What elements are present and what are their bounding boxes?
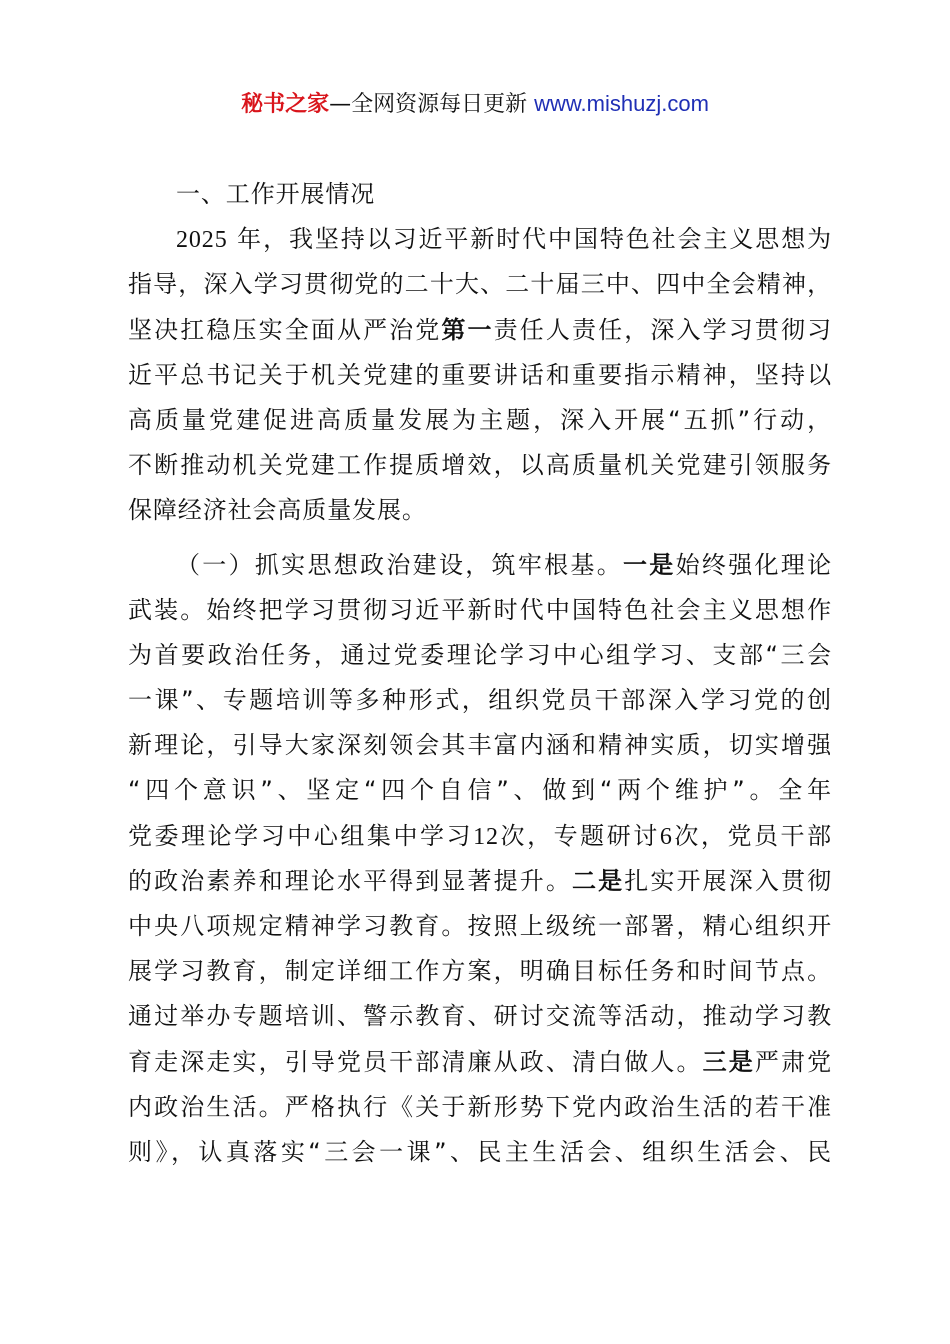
text-segment: 的政治素养和理论水平得到显著提升。 xyxy=(128,866,573,895)
text-segment: 扎实开展深入贯彻 xyxy=(624,866,832,895)
site-header xyxy=(0,88,950,121)
text-line xyxy=(128,1040,832,1085)
text-line: 指导，深入学习贯彻党的二十大、二十届三中、四中全会精神， xyxy=(128,270,832,299)
paragraph-work-overview xyxy=(128,217,832,533)
text-line: “四个意识”、坚定“四个自信”、做到“两个维护”。全年 xyxy=(128,776,832,805)
text-line xyxy=(128,543,832,588)
site-brand: 秘书之家 xyxy=(241,92,330,117)
text-line xyxy=(128,217,832,262)
text-line: 展学习教育，制定详细工作方案，明确目标任务和时间节点。 xyxy=(128,957,832,986)
bold-emphasis: 第一 xyxy=(441,315,494,344)
bold-emphasis: 一是 xyxy=(623,550,676,579)
text-line: 保障经济社会高质量发展。 xyxy=(128,496,427,525)
text-line xyxy=(128,308,832,353)
text-line: 则》，认真落实“三会一课”、民主生活会、组织生活会、民 xyxy=(128,1137,832,1166)
text-line: 通过举办专题培训、警示教育、研讨交流等活动，推动学习教 xyxy=(128,1002,832,1031)
text-segment: 次，党员干部 xyxy=(672,821,833,850)
text-segment: 始终强化理论 xyxy=(675,550,832,579)
text-line: 近平总书记关于机关党建的重要讲话和重要指示精神，坚持以 xyxy=(128,360,832,389)
text-line: 高质量党建促进高质量发展为主题，深入开展“五抓”行动， xyxy=(128,405,832,434)
text-line xyxy=(128,859,832,904)
text-line: 中央八项规定精神学习教育。按照上级统一部署，精心组织开 xyxy=(128,912,832,940)
text-segment: 严肃党 xyxy=(754,1047,832,1076)
bold-emphasis: 二是 xyxy=(572,866,625,895)
site-slogan: —全网资源每日更新 xyxy=(329,92,528,117)
text-segment: 次，专题研讨 xyxy=(498,821,660,850)
text-line: 一课”、专题培训等多种形式，组织党员干部深入学习党的创 xyxy=(128,686,832,715)
text-line: 内政治生活。严格执行《关于新形势下党内政治生活的若干准 xyxy=(128,1092,832,1121)
text-segment: 育走深走实，引导党员干部清廉从政、清白做人。 xyxy=(128,1047,703,1076)
text-segment: 坚决扛稳压实全面从严治党 xyxy=(128,315,442,344)
year-number: 2025 xyxy=(176,227,228,254)
paragraph-ideological-building xyxy=(128,543,832,1176)
document-body xyxy=(128,172,832,1175)
subsection-heading: （一）抓实思想政治建设，筑牢根基。 xyxy=(176,550,624,579)
site-url-link[interactable]: www.mishuzj.com xyxy=(534,91,709,116)
bold-emphasis: 三是 xyxy=(702,1047,755,1076)
seminar-count: 6 xyxy=(659,823,673,850)
section-heading: 一、工作开展情况 xyxy=(176,180,376,208)
text-line xyxy=(128,814,832,859)
text-segment: 党委理论学习中心组集中学习 xyxy=(128,821,474,850)
text-line: 为首要政治任务，通过党委理论学习中心组学习、支部“三会 xyxy=(128,640,832,669)
text-segment: 责任人责任，深入学习贯彻习 xyxy=(493,315,832,344)
text-line: 武装。始终把学习贯彻习近平新时代中国特色社会主义思想作 xyxy=(128,595,832,624)
text-line: 不断推动机关党建工作提质增效，以高质量机关党建引领服务 xyxy=(128,451,832,480)
text-line: 新理论，引导大家深刻领会其丰富内涵和精神实质，切实增强 xyxy=(128,731,832,760)
study-count: 12 xyxy=(473,823,499,850)
text-segment: 年，我坚持以习近平新时代中国特色社会主义思想为 xyxy=(237,225,833,254)
